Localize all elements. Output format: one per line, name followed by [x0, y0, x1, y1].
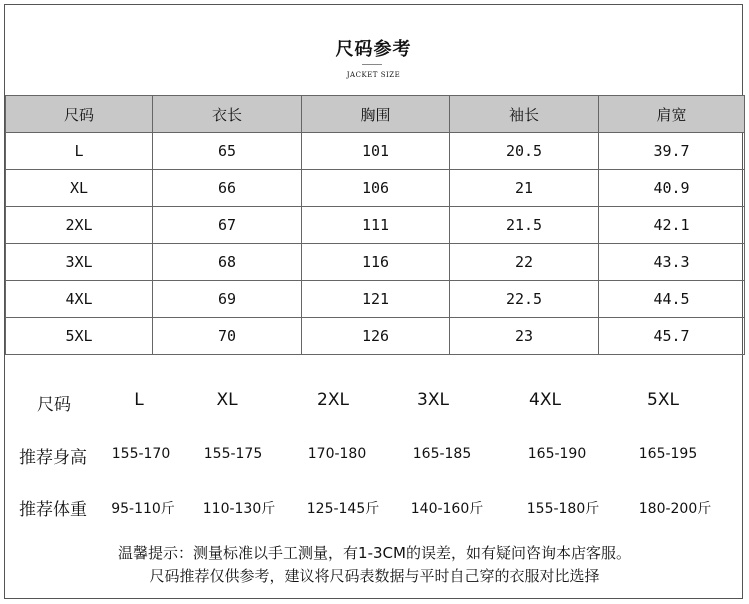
- rec-weight: 125-145斤: [306, 501, 380, 517]
- rec-height-label: 推荐身高: [19, 448, 87, 468]
- table-cell: 2XL: [6, 207, 153, 244]
- table-cell: 101: [302, 133, 450, 170]
- rec-height: 165-190: [527, 446, 587, 462]
- rec-size: 4XL: [529, 390, 561, 410]
- table-row: [6, 133, 745, 170]
- table-cell: 70: [153, 318, 302, 355]
- rec-size: 5XL: [647, 390, 679, 410]
- table-cell: 65: [153, 133, 302, 170]
- table-cell: 23: [450, 318, 599, 355]
- table-cell: 42.1: [599, 207, 745, 244]
- note-line-1: 温馨提示：测量标准以手工测量，有1-3CM的误差，如有疑问咨询本店客服。: [118, 544, 631, 562]
- table-row: [6, 281, 745, 318]
- title-divider: [362, 64, 382, 65]
- table-cell: 111: [302, 207, 450, 244]
- size-chart-card: [4, 4, 743, 599]
- rec-height: 165-195: [638, 446, 698, 462]
- rec-height: 165-185: [412, 446, 472, 462]
- rec-weight: 110-130斤: [202, 501, 276, 517]
- table-cell: 67: [153, 207, 302, 244]
- table-cell: 22.5: [450, 281, 599, 318]
- table-cell: XL: [6, 170, 153, 207]
- table-header-row: [6, 96, 745, 133]
- table-cell: 68: [153, 244, 302, 281]
- note-line-2: 尺码推荐仅供参考，建议将尺码表数据与平时自己穿的衣服对比选择: [149, 567, 600, 585]
- table-cell: 22: [450, 244, 599, 281]
- rec-weight: 180-200斤: [638, 501, 712, 517]
- recommendation-section: [5, 355, 744, 600]
- table-row: [6, 170, 745, 207]
- rec-height: 155-175: [203, 446, 263, 462]
- table-cell: 39.7: [599, 133, 745, 170]
- table-cell: 21: [450, 170, 599, 207]
- table-cell: 106: [302, 170, 450, 207]
- rec-height: 155-170: [111, 446, 171, 462]
- table-cell: 20.5: [450, 133, 599, 170]
- table-cell: 126: [302, 318, 450, 355]
- table-cell: 40.9: [599, 170, 745, 207]
- rec-weight-label: 推荐体重: [19, 500, 87, 520]
- table-row: [6, 207, 745, 244]
- table-row: [6, 244, 745, 281]
- table-cell: 45.7: [599, 318, 745, 355]
- header-length: 衣长: [153, 96, 302, 133]
- table-cell: 4XL: [6, 281, 153, 318]
- rec-size-label: 尺码: [37, 395, 71, 415]
- header-sleeve: 袖长: [450, 96, 599, 133]
- table-cell: 44.5: [599, 281, 745, 318]
- rec-weight: 95-110斤: [111, 501, 175, 517]
- table-cell: L: [6, 133, 153, 170]
- table-cell: 116: [302, 244, 450, 281]
- table-cell: 3XL: [6, 244, 153, 281]
- title-area: [5, 5, 742, 95]
- header-shoulder: 肩宽: [599, 96, 745, 133]
- table-row: [6, 318, 745, 355]
- rec-weight: 140-160斤: [410, 501, 484, 517]
- header-chest: 胸围: [302, 96, 450, 133]
- table-cell: 121: [302, 281, 450, 318]
- rec-size: L: [134, 390, 144, 410]
- size-table: [5, 95, 745, 355]
- table-cell: 21.5: [450, 207, 599, 244]
- table-cell: 69: [153, 281, 302, 318]
- rec-size: XL: [216, 390, 238, 410]
- rec-height: 170-180: [307, 446, 367, 462]
- table-cell: 5XL: [6, 318, 153, 355]
- chart-title: 尺码参考: [335, 39, 412, 60]
- rec-size: 3XL: [417, 390, 449, 410]
- table-cell: 43.3: [599, 244, 745, 281]
- table-cell: 66: [153, 170, 302, 207]
- header-size: 尺码: [6, 96, 153, 133]
- rec-weight: 155-180斤: [526, 501, 600, 517]
- chart-subtitle: JACKET SIZE: [346, 71, 401, 79]
- rec-size: 2XL: [317, 390, 349, 410]
